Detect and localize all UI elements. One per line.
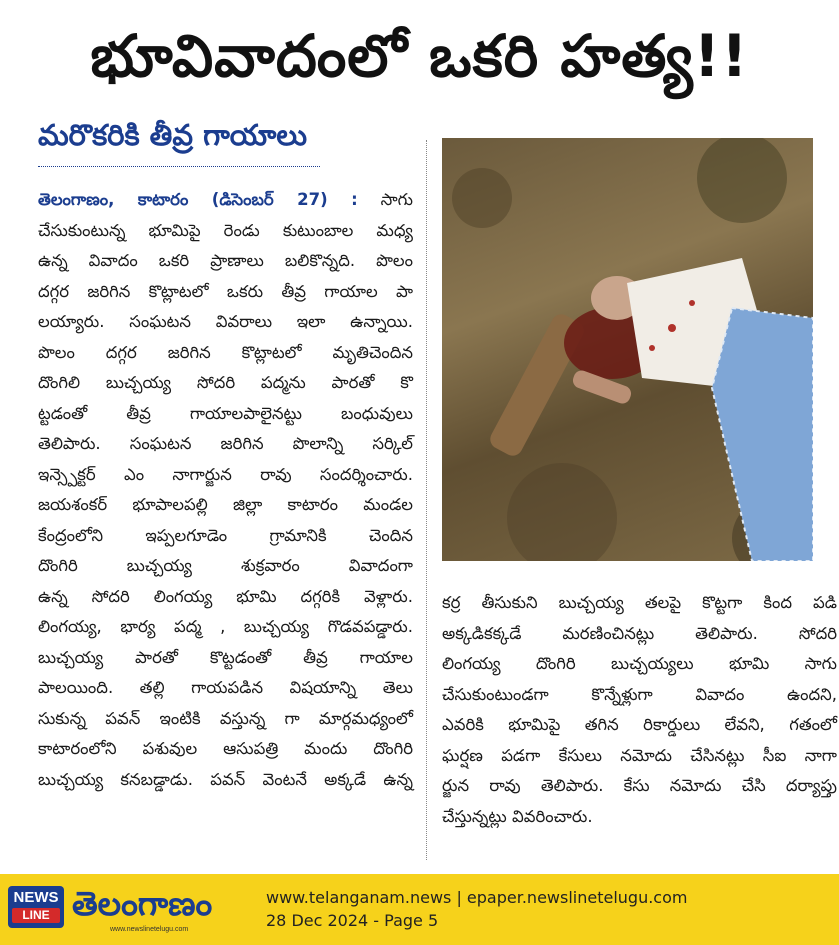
article-line: చేస్తున్నట్లు వివరించారు. bbox=[442, 806, 593, 826]
article-line bbox=[38, 185, 413, 216]
article-line: జయశంకర్ భూపాలపల్లి జిల్లా కాటారం మండల bbox=[38, 495, 413, 514]
article-line: ర్జున రావు తెలిపారు. కేసు నమోదు చేసి దర్యాప్తు bbox=[442, 776, 837, 795]
news-photo-illustration bbox=[442, 138, 813, 561]
article-line: లింగయ్య దొంగిరి బుచ్చయ్యలు భూమి సాగు bbox=[442, 654, 837, 673]
article-line: ఇన్స్పెక్టర్ ఎం నాగార్జున రావు సందర్శించారు. bbox=[38, 464, 413, 484]
article-line: లింగయ్య, భార్య పద్మ , బుచ్చయ్య గొడవపడ్డారు. bbox=[38, 617, 413, 636]
article-right-column bbox=[442, 588, 837, 832]
article-line: బుచ్చయ్య పారతో కొట్టడంతో తీవ్ర గాయాల bbox=[38, 647, 413, 667]
column-divider bbox=[426, 140, 427, 860]
article-line: కర్ర తీసుకుని బుచ్చయ్య తలపై కొట్టగా కింద పడి bbox=[442, 593, 837, 612]
dateline: తెలంగాణం, కాటారం (డిసెంబర్ 27) : bbox=[38, 190, 358, 209]
article-line: కాటారంలోని పశువుల ఆసుపత్రి మందు దొంగిరి bbox=[38, 739, 413, 758]
article-line: దగ్గర జరిగిన కొట్లాటలో ఒకరు తీవ్ర గాయాల పా bbox=[38, 281, 413, 301]
article-line: ఎవరికి భూమిపై తగిన రికార్డులు లేవని, గతంలో bbox=[442, 715, 837, 734]
logo-site-url: www.newslinetelugu.com bbox=[110, 926, 189, 933]
article-line: ట్టడంతో తీవ్ర గాయాలపాలైనట్టు బంధువులు bbox=[38, 403, 413, 423]
article-line: దొంగిలి బుచ్చయ్య సోదరి పద్మను పారతో కొ bbox=[38, 373, 413, 392]
newsline-logo-top: NEWS bbox=[13, 889, 59, 906]
article-line: బుచ్చయ్య కనబడ్డాడు. పవన్ వెంటనే అక్కడే ఉన్న bbox=[38, 769, 413, 789]
news-photo bbox=[442, 138, 813, 561]
newsline-logo bbox=[8, 886, 64, 928]
article-line: అక్కడికక్కడే మరణించినట్లు తెలిపారు. సోదరి bbox=[442, 623, 837, 643]
article-line: చేసుకుంటున్న భూమిపై రెండు కుటుంబాల మధ్య bbox=[38, 220, 413, 240]
telanganam-logo: తెలంగాణం bbox=[72, 884, 213, 923]
article-line: పాలయింది. తల్లి గాయపడిన విషయాన్ని తెలు bbox=[38, 678, 413, 697]
article-line: లయ్యారు. సంఘటన వివరాలు ఇలా ఉన్నాయి. bbox=[38, 312, 413, 331]
article-line: దొంగిరి బుచ్చయ్య శుక్రవారం వివాదంగా bbox=[38, 556, 413, 575]
article-line: ఉన్న వివాదం ఒకరి ప్రాణాలు బలికొన్నది. పొలం bbox=[38, 251, 413, 270]
subheadline: మరొకరికి తీవ్ర గాయాలు bbox=[38, 118, 320, 167]
article-left-column bbox=[38, 185, 413, 795]
headline: భూవివాదంలో ఒకరి హత్య!! bbox=[90, 22, 749, 90]
article-line-text: సాగు bbox=[380, 190, 413, 209]
footer-urls: www.telanganam.news | epaper.newslinetelugu.com bbox=[266, 888, 688, 907]
article-line: ఘర్షణ పడగా కేసులు నమోదు చేసినట్లు సీఐ నాగా bbox=[442, 745, 837, 765]
article-line: కేంద్రంలోని ఇప్పలగూడెం గ్రామానికి చెందిన bbox=[38, 525, 413, 545]
footer-bar bbox=[0, 874, 839, 945]
article-line: సుకున్న పవన్ ఇంటికి వస్తున్న గా మార్గమధ్యంలో bbox=[38, 708, 413, 728]
article-line: పొలం దగ్గర జరిగిన కొట్లాటలో మృతిచెందిన bbox=[38, 342, 413, 362]
footer-date-page: 28 Dec 2024 - Page 5 bbox=[266, 911, 439, 930]
article-line: చేసుకుంటుండగా కొన్నేళ్లుగా వివాదం ఉందని, bbox=[442, 684, 837, 704]
article-line: తెలిపారు. సంఘటన జరిగిన పొలాన్ని సర్కిల్ bbox=[38, 434, 413, 453]
article-line: ఉన్న సోదరి లింగయ్య భూమి దగ్గరికి వెళ్లారు. bbox=[38, 586, 413, 606]
newsline-logo-bottom: LINE bbox=[12, 908, 60, 923]
